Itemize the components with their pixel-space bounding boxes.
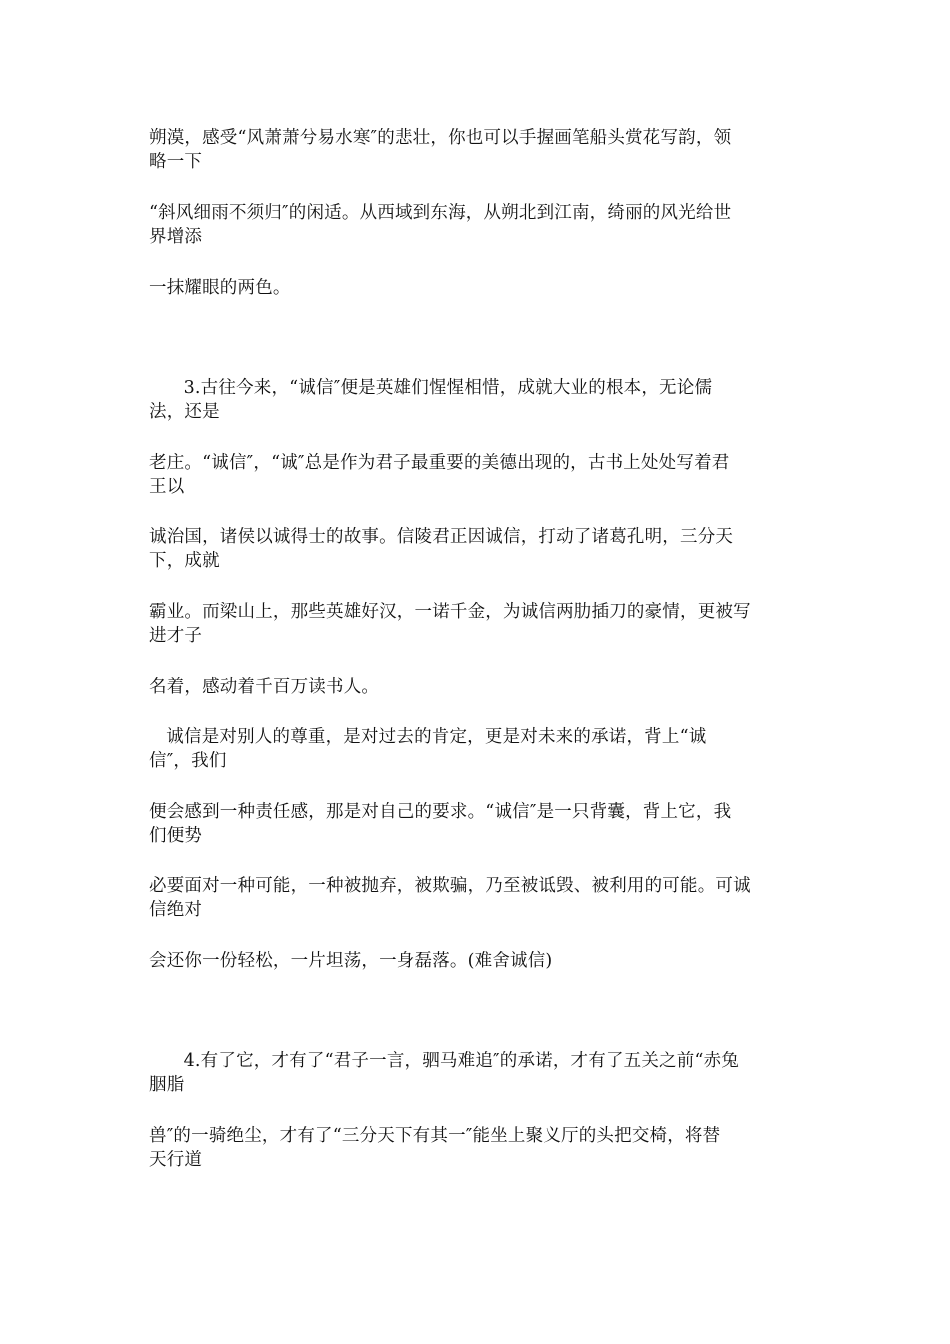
paragraph-3-start: 3.古往今来，“诚信″便是英雄们惺惺相惜，成就大业的根本，无论儒 (149, 378, 713, 398)
paragraph-start: 诚信是对别人的尊重，是对过去的肯定，更是对未来的承诺，背上“诚 (149, 727, 707, 747)
text-line: 便会感到一种责任感，那是对自己的要求。“诚信″是一只背囊，背上它，我 (149, 802, 732, 822)
text-line: 信″，我们 (149, 751, 227, 771)
text-line: 法，还是 (149, 402, 220, 422)
text-line: 诚治国，诸侯以诚得士的故事。信陵君正因诚信，打动了诸葛孔明，三分天 (149, 527, 734, 547)
text-line: 霸业。而梁山上，那些英雄好汉，一诺千金，为诚信两肋插刀的豪情，更被写 (149, 602, 751, 622)
text-line: 胭脂 (149, 1075, 185, 1095)
text-line: 界增添 (149, 227, 203, 247)
text-line: “斜风细雨不须归″的闲适。从西域到东海，从朔北到江南，绮丽的风光给世 (149, 203, 732, 223)
text-line: 必要面对一种可能，一种被抛弃，被欺骗，乃至被诋毁、被利用的可能。可诚 (149, 876, 751, 896)
text-line: 会还你一份轻松，一片坦荡，一身磊落。(难舍诚信) (149, 951, 553, 971)
text-line: 兽″的一骑绝尘，才有了“三分天下有其一″能坐上聚义厅的头把交椅，将替 (149, 1126, 721, 1146)
text-line: 老庄。“诚信″，“诚″总是作为君子最重要的美德出现的，古书上处处写着君 (149, 453, 730, 473)
text-line: 天行道 (149, 1150, 203, 1170)
text-line: 下，成就 (149, 551, 220, 571)
text-line: 略一下 (149, 152, 203, 172)
paragraph-4-start: 4.有了它，才有了“君子一言，驷马难追″的承诺，才有了五关之前“赤兔 (149, 1051, 740, 1071)
text-line: 一抹耀眼的两色。 (149, 278, 291, 298)
text-line: 进才子 (149, 626, 203, 646)
text-line: 王以 (149, 477, 185, 497)
text-line: 们便势 (149, 826, 203, 846)
text-line: 朔漠，感受“风萧萧兮易水寒″的悲壮，你也可以手握画笔船头赏花写韵，领 (149, 128, 732, 148)
text-line: 名着，感动着千百万读书人。 (149, 677, 380, 697)
text-line: 信绝对 (149, 900, 203, 920)
